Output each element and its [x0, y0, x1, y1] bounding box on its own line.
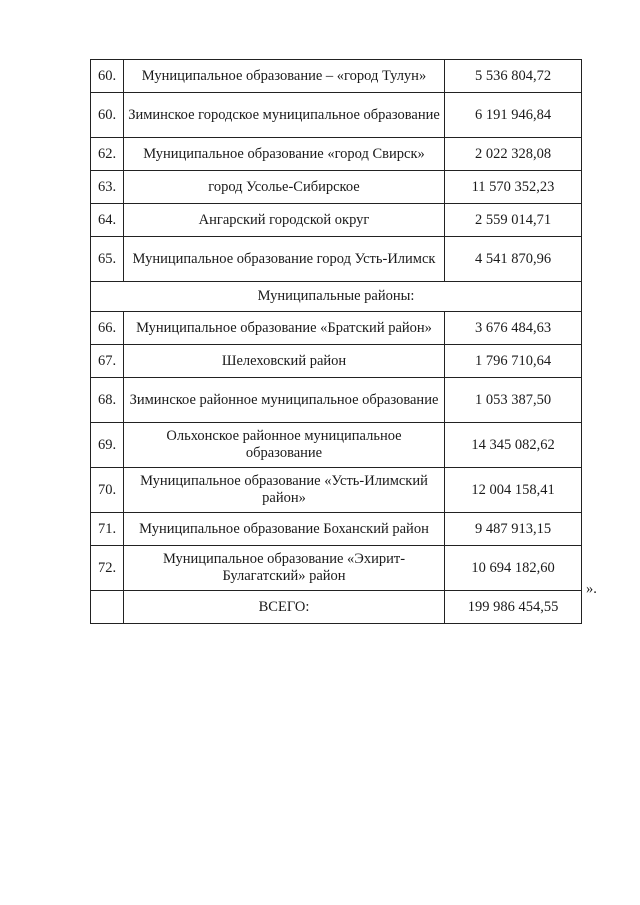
row-amount: 5 536 804,72: [445, 60, 582, 93]
total-num: [91, 591, 124, 624]
row-number: 68.: [91, 378, 124, 423]
table-row: [91, 138, 582, 171]
row-name: Муниципальное образование Боханский район: [124, 513, 445, 546]
table-row: [91, 378, 582, 423]
row-name: Зиминское районное муниципальное образование: [124, 378, 445, 423]
row-amount: 10 694 182,60: [445, 546, 582, 591]
row-amount: 2 559 014,71: [445, 204, 582, 237]
row-number: 60.: [91, 93, 124, 138]
row-name: Муниципальное образование город Усть-Илимск: [124, 237, 445, 282]
row-number: 64.: [91, 204, 124, 237]
table-row: [91, 423, 582, 468]
row-name: Ангарский городской округ: [124, 204, 445, 237]
appropriations-table: [90, 59, 582, 624]
row-amount: 12 004 158,41: [445, 468, 582, 513]
row-amount: 11 570 352,23: [445, 171, 582, 204]
row-amount: 1 053 387,50: [445, 378, 582, 423]
total-row: [91, 591, 582, 624]
row-name: Муниципальное образование «Братский район»: [124, 312, 445, 345]
row-name: Зиминское городское муниципальное образование: [124, 93, 445, 138]
total-label: ВСЕГО:: [124, 591, 445, 624]
section-label: Муниципальные районы:: [91, 282, 582, 312]
row-name: город Усолье-Сибирское: [124, 171, 445, 204]
row-amount: 9 487 913,15: [445, 513, 582, 546]
row-number: 66.: [91, 312, 124, 345]
total-amount: 199 986 454,55: [445, 591, 582, 624]
row-name: Муниципальное образование «Эхирит-Булагатский» район: [124, 546, 445, 591]
row-amount: 3 676 484,63: [445, 312, 582, 345]
row-number: 67.: [91, 345, 124, 378]
row-name: Шелеховский район: [124, 345, 445, 378]
table-row: [91, 171, 582, 204]
row-amount: 1 796 710,64: [445, 345, 582, 378]
row-number: 71.: [91, 513, 124, 546]
row-name: Муниципальное образование «город Свирск»: [124, 138, 445, 171]
row-amount: 14 345 082,62: [445, 423, 582, 468]
row-number: 70.: [91, 468, 124, 513]
row-name: Муниципальное образование «Усть-Илимский район»: [124, 468, 445, 513]
row-number: 63.: [91, 171, 124, 204]
row-amount: 4 541 870,96: [445, 237, 582, 282]
table-row: [91, 546, 582, 591]
table-row: [91, 237, 582, 282]
row-name: Муниципальное образование – «город Тулун»: [124, 60, 445, 93]
table-row: [91, 468, 582, 513]
section-row: [91, 282, 582, 312]
row-amount: 2 022 328,08: [445, 138, 582, 171]
table-row: [91, 345, 582, 378]
row-number: 62.: [91, 138, 124, 171]
row-number: 69.: [91, 423, 124, 468]
closing-quote-mark: ».: [586, 581, 597, 597]
table-row: [91, 312, 582, 345]
row-number: 65.: [91, 237, 124, 282]
table-row: [91, 60, 582, 93]
table-body: [91, 60, 582, 624]
table-row: [91, 93, 582, 138]
row-name: Ольхонское районное муниципальное образование: [124, 423, 445, 468]
table-row: [91, 204, 582, 237]
row-number: 60.: [91, 60, 124, 93]
table-row: [91, 513, 582, 546]
row-number: 72.: [91, 546, 124, 591]
row-amount: 6 191 946,84: [445, 93, 582, 138]
